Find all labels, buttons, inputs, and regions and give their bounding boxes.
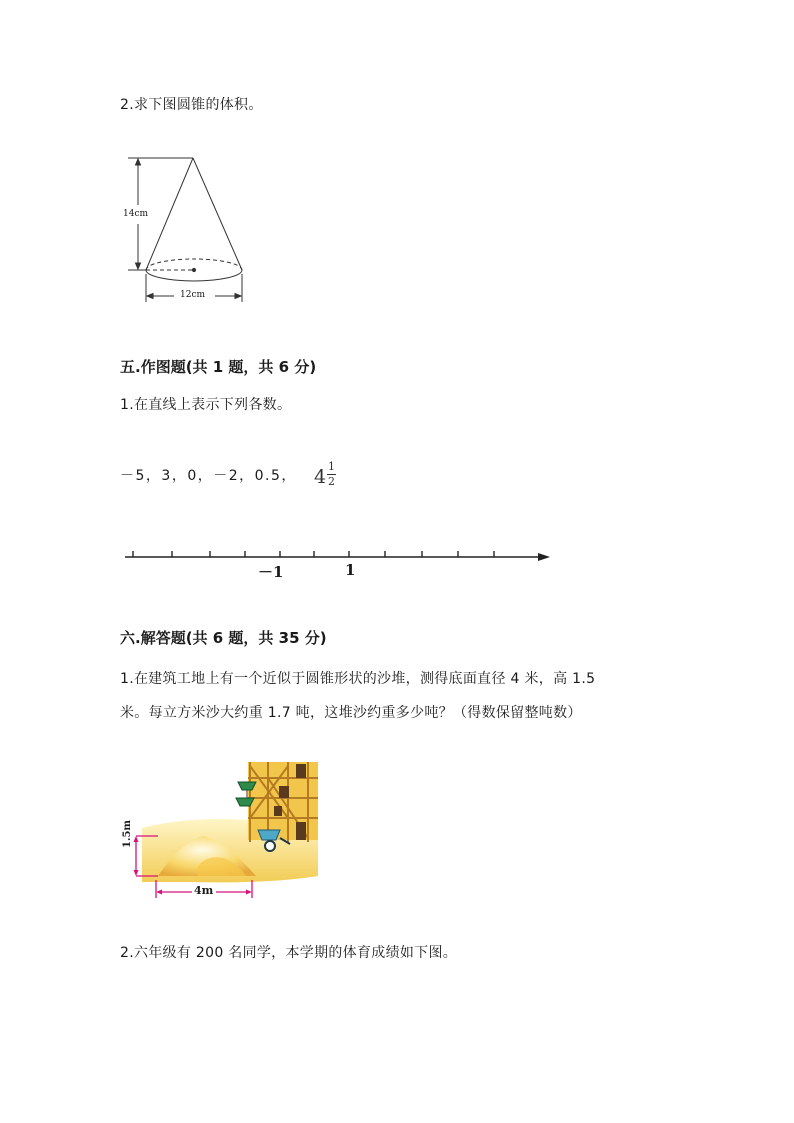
section6-heading: 六.解答题(共 6 题，共 35 分) bbox=[120, 629, 327, 647]
numbers-list: －5，3，0，－2，0.5， bbox=[120, 468, 297, 484]
number-line-arrow bbox=[538, 553, 550, 561]
cone-diagram bbox=[118, 150, 258, 310]
mixed-number-denominator: 2 bbox=[328, 475, 335, 488]
sand-height-label: 1.5m bbox=[122, 820, 133, 848]
question-cone-volume: 2.求下图圆锥的体积。 bbox=[120, 97, 263, 113]
cone-left-edge bbox=[146, 158, 193, 270]
cone-shape bbox=[146, 158, 242, 281]
mixed-number-whole: 4 bbox=[314, 466, 327, 488]
section5-question-1: 1.在直线上表示下列各数。 bbox=[120, 397, 292, 413]
cone-height-label: 14cm bbox=[123, 209, 149, 219]
mixed-number-numerator: 1 bbox=[328, 460, 335, 473]
number-line bbox=[120, 545, 560, 570]
axis-label-minus-one: －1 bbox=[258, 563, 284, 581]
axis-label-one: 1 bbox=[345, 561, 356, 579]
section6-question-1-line2: 米。每立方米沙大约重 1.7 吨，这堆沙约重多少吨？（得数保留整吨数） bbox=[120, 705, 582, 721]
sand-diameter-label: 4m bbox=[194, 884, 214, 897]
base-center-dot bbox=[192, 268, 195, 271]
mixed-number bbox=[314, 460, 340, 490]
section5-heading: 五.作图题(共 1 题，共 6 分) bbox=[120, 358, 317, 376]
sand-pile-illustration bbox=[128, 758, 323, 904]
section6-question-2: 2.六年级有 200 名同学，本学期的体育成绩如下图。 bbox=[120, 945, 458, 961]
number-line-ticks bbox=[133, 551, 494, 557]
cone-diameter-label: 12cm bbox=[180, 290, 206, 300]
cone-right-edge bbox=[193, 158, 242, 270]
section6-question-1-line1: 1.在建筑工地上有一个近似于圆锥形状的沙堆，测得底面直径 4 米，高 1.5 bbox=[120, 671, 596, 687]
